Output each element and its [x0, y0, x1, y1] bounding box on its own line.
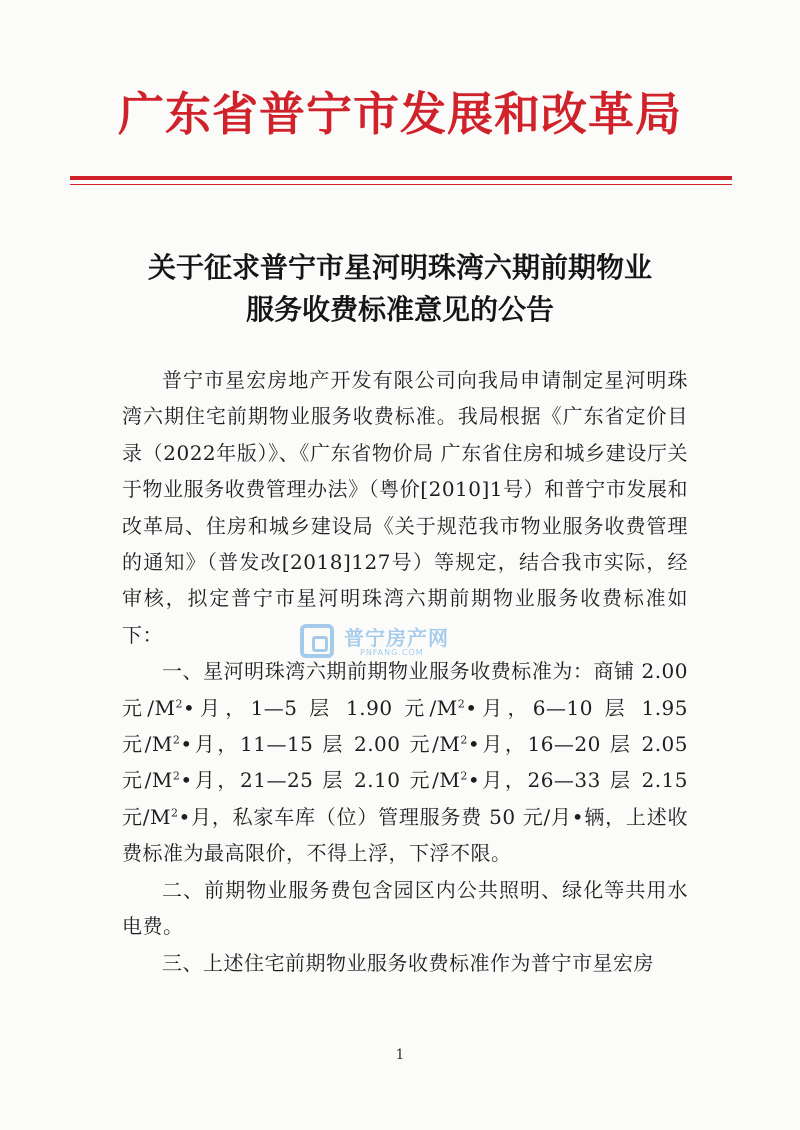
item1-seg-1: •月，1—5 层 1.90 元/M [182, 695, 458, 720]
superscript: 2 [172, 733, 181, 747]
fee-standard-item-1 [122, 653, 688, 871]
item1-tail: •月，私家车库（位）管理服务费 50 元/月•辆，上述收费标准为最高限价，不得上浮，下浮不限。 [122, 804, 688, 866]
fee-standard-item-2: 二、前期物业服务费包含园区内公共照明、绿化等共用水电费。 [122, 877, 688, 939]
site-watermark [300, 622, 490, 662]
superscript: 2 [172, 769, 181, 783]
item1-seg-3: •月，11—15 层 2.00 元/M [180, 732, 461, 757]
item1-seg-2: •月，6—10 层 1.95 元/M [122, 695, 688, 757]
item1-seg-4: •月，16—20 层 2.05 元/M [122, 732, 688, 793]
superscript: 2 [171, 806, 179, 820]
house-logo-icon [300, 624, 334, 658]
superscript: 2 [457, 697, 466, 710]
superscript: 2 [460, 733, 468, 747]
intro-paragraph: 普宁市星宏房地产开发有限公司向我局申请制定星河明珠湾六期住宅前期物业服务收费标准。我局根据《广东省定价目录（2022年版）》、《广东省物价局 广东省住房和城乡建设厅关于物业服务收费管理办法》（粤价[2010]1号）和普宁市发展和改革局、住房和城乡建设局《关于规范我市物业服务收费管理的通知》（普发改[2018]127号）等规定，结合我市实际，经审核，拟定普宁市星河明珠湾六期前期物业服务收费标准如下： [122, 368, 688, 647]
header-red-rule-thick [70, 176, 732, 180]
superscript: 2 [175, 697, 183, 710]
superscript: 2 [460, 769, 468, 783]
fee-standard-item-3: 三、上述住宅前期物业服务收费标准作为普宁市星宏房 [162, 950, 654, 975]
notice-title-line-2: 服务收费标准意见的公告 [245, 293, 554, 326]
item1-seg-6: •月，26—33 层 2.15 元/M [122, 768, 688, 829]
watermark-name: 普宁房产网 [344, 626, 449, 650]
item1-lead: 一、星河明珠湾六期前期物业服务收费标准为：商铺 2.00 元/M [122, 659, 688, 720]
org-header-title: 广东省普宁市发展和改革局 [118, 87, 682, 141]
notice-body [122, 362, 688, 981]
item1-seg-5: •月，21—25 层 2.10 元/M [180, 768, 461, 793]
header-red-rule-thin [70, 184, 732, 185]
notice-title-line-1: 关于征求普宁市星河明珠湾六期前期物业 [147, 251, 652, 284]
watermark-domain: PNFANG.COM [360, 648, 424, 657]
page-number: 1 [395, 1047, 405, 1063]
